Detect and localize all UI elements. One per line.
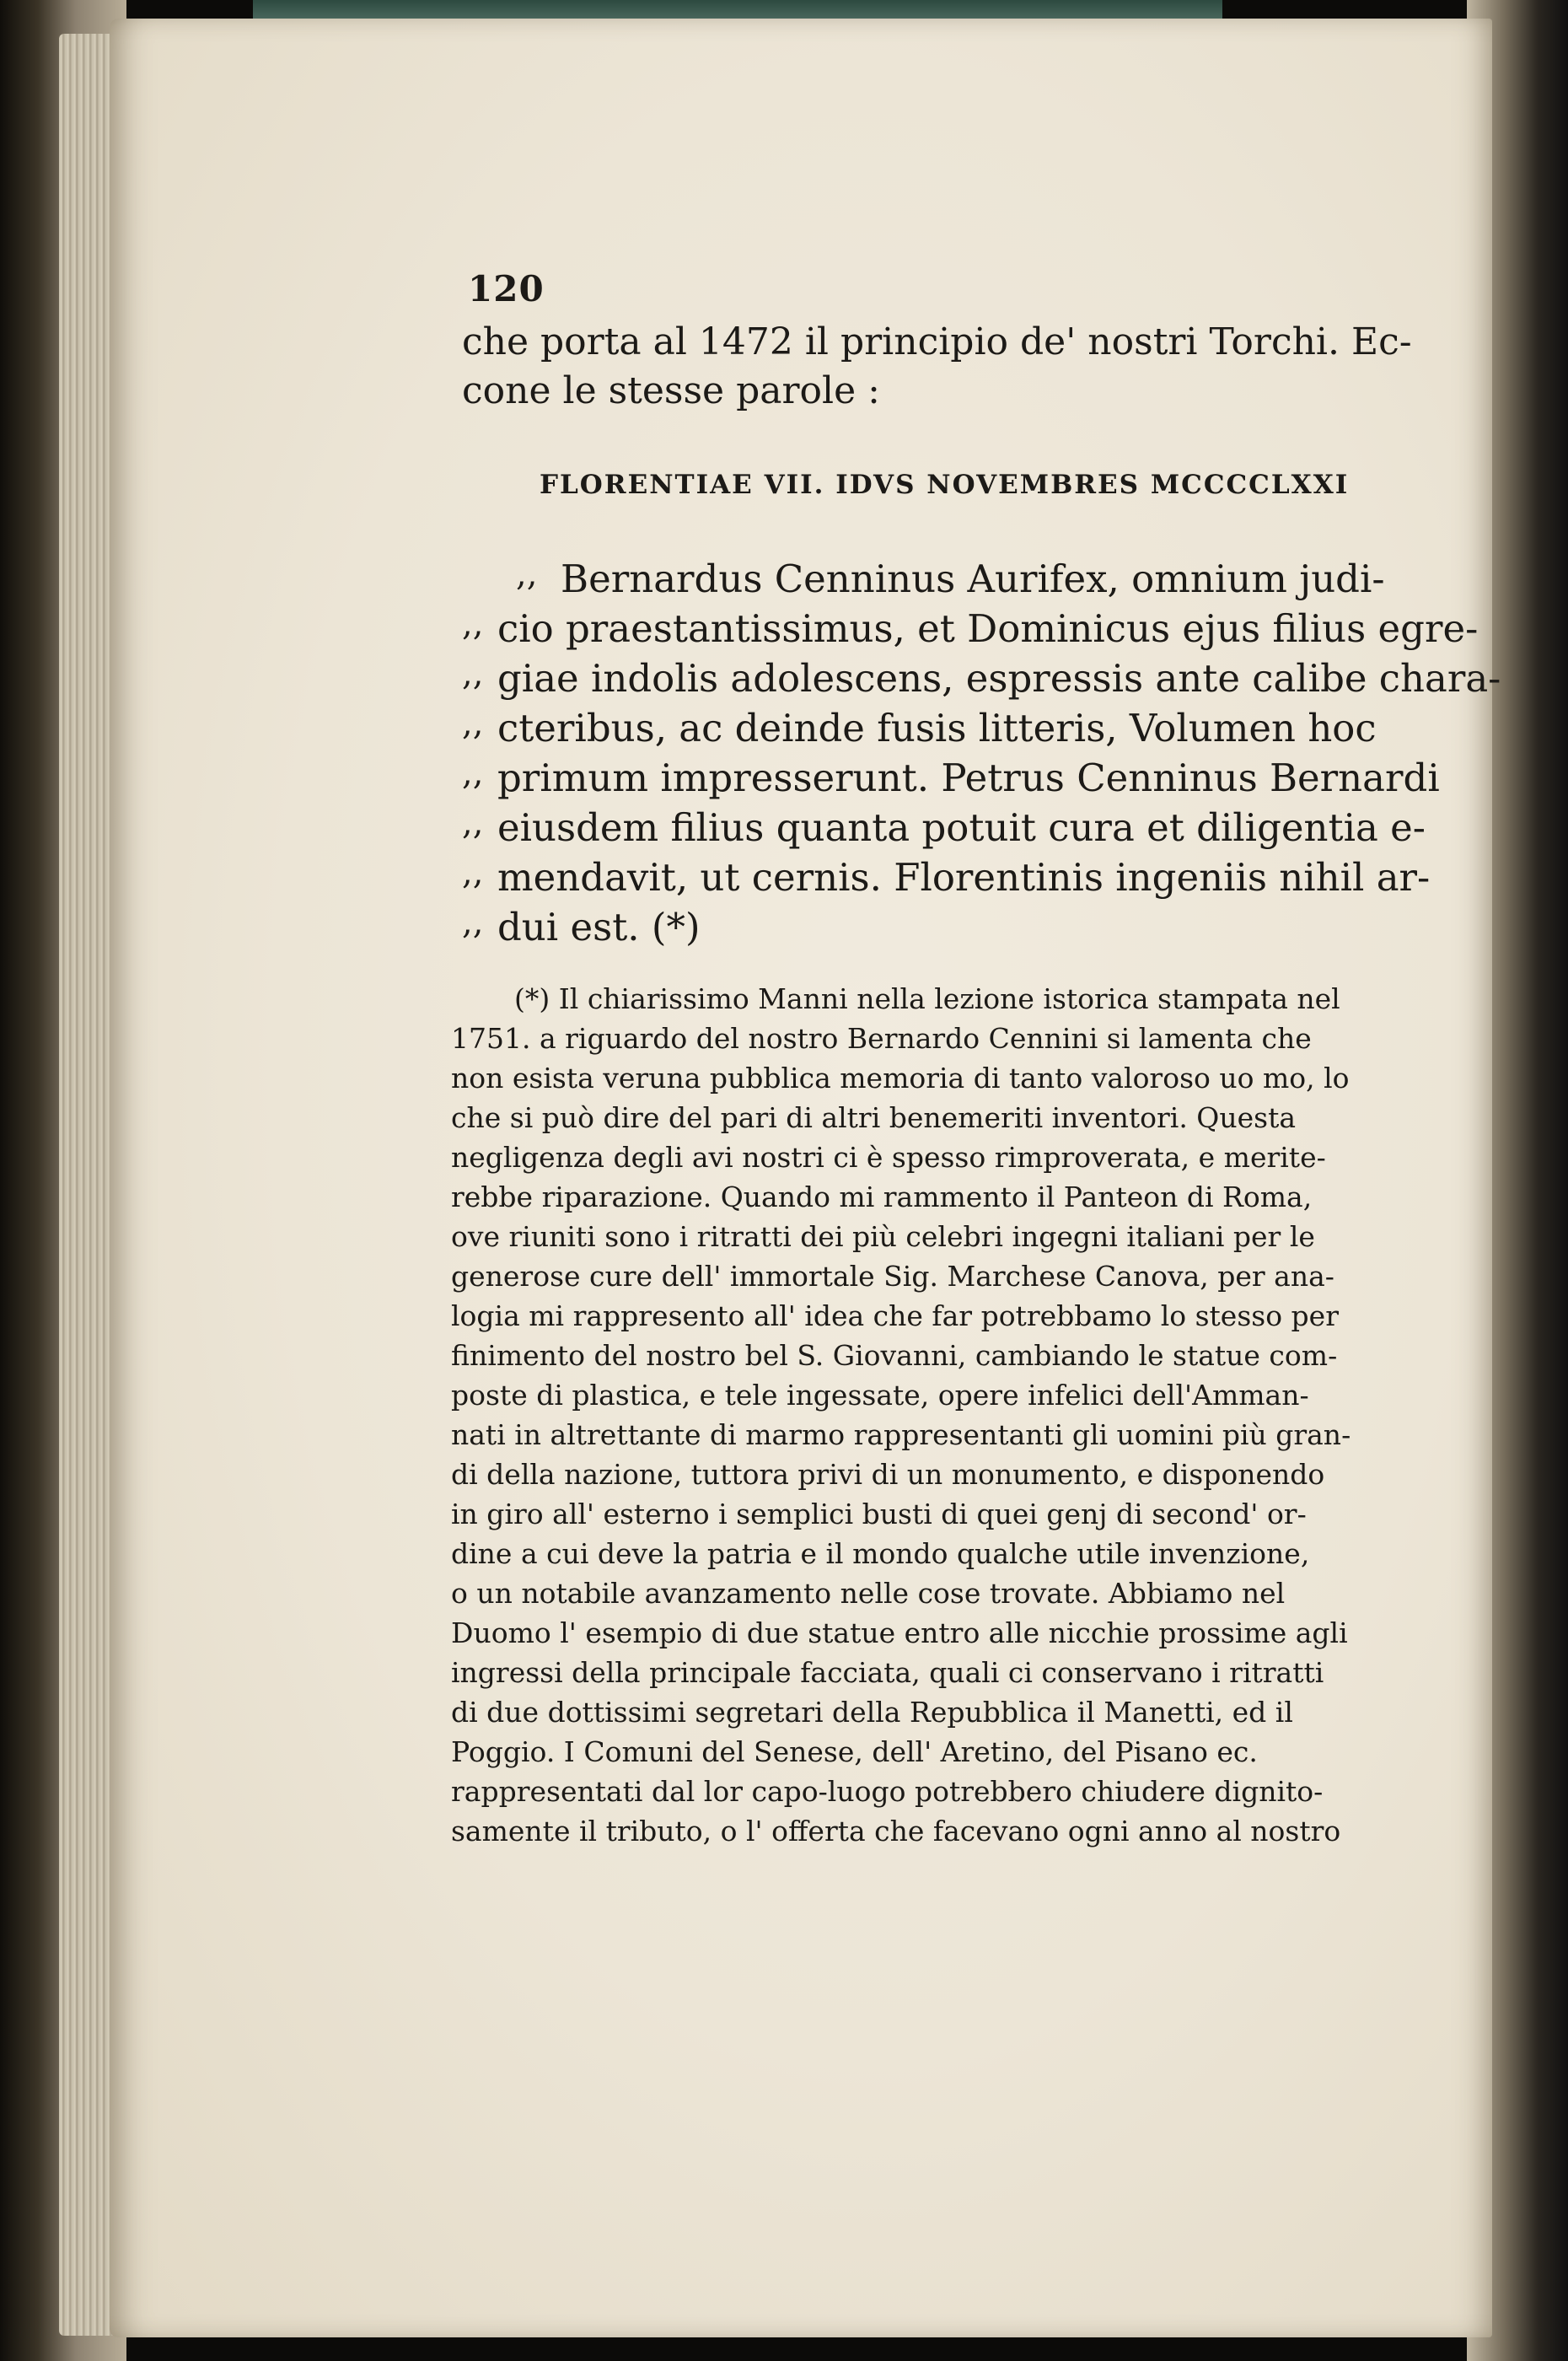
inscription-heading: FLORENTIAE VII. IDVS NOVEMBRES MCCCCLXXI — [540, 470, 1350, 500]
quote-line: Bernardus Cenninus Aurifex, omnium judi- — [561, 557, 1385, 601]
quote-mark: ,, — [462, 804, 484, 842]
footnote-line: poste di plastica, e tele ingessate, opere infelici dell'Amman- — [451, 1379, 1309, 1412]
book-page — [110, 19, 1492, 2337]
intro-line: cone le stesse parole : — [462, 369, 880, 412]
footnote-line: samente il tributo, o l' offerta che facevano ogni anno al nostro — [451, 1815, 1341, 1847]
quote-line: cteribus, ac deinde fusis litteris, Volumen hoc — [497, 706, 1377, 750]
footnote-line: Poggio. I Comuni del Senese, dell' Aretino, del Pisano ec. — [451, 1735, 1258, 1768]
quote-mark: ,, — [462, 704, 484, 743]
quote-mark: ,, — [516, 555, 538, 594]
quote-line: dui est. (*) — [497, 905, 701, 949]
quote-mark: ,, — [462, 654, 484, 693]
footnote-line: dine a cui deve la patria e il mondo qualche utile invenzione, — [451, 1537, 1310, 1570]
footnote-line: rappresentati dal lor capo-luogo potrebbero chiudere dignito- — [451, 1775, 1324, 1808]
footnote-line: ove riuniti sono i ritratti dei più celebri ingegni italiani per le — [451, 1220, 1315, 1253]
footnote-line: logia mi rappresento all' idea che far potrebbamo lo stesso per — [451, 1299, 1339, 1332]
footnote-line: di della nazione, tuttora privi di un monumento, e disponendo — [451, 1458, 1325, 1491]
footnote-line: ingressi della principale facciata, quali ci conservano i ritratti — [451, 1656, 1324, 1689]
footnote-line: non esista veruna pubblica memoria di tanto valoroso uo mo, lo — [451, 1062, 1350, 1094]
quote-line: eiusdem filius quanta potuit cura et diligentia e- — [497, 805, 1426, 850]
footnote-line: nati in altrettante di marmo rappresentanti gli uomini più gran- — [451, 1418, 1351, 1451]
quote-mark: ,, — [462, 754, 484, 793]
page-number: 120 — [468, 268, 545, 309]
footnote-line: di due dottissimi segretari della Repubblica il Manetti, ed il — [451, 1696, 1293, 1729]
quote-mark: ,, — [462, 605, 484, 643]
quote-mark: ,, — [462, 853, 484, 892]
footnote-line: in giro all' esterno i semplici busti di quei genj di second' or- — [451, 1498, 1307, 1530]
footnote-line: o un notabile avanzamento nelle cose trovate. Abbiamo nel — [451, 1577, 1286, 1610]
footnote-line: 1751. a riguardo del nostro Bernardo Cennini si lamenta che — [451, 1022, 1312, 1055]
quote-line: giae indolis adolescens, espressis ante calibe chara- — [497, 656, 1501, 701]
footnote-line: (*) Il chiarissimo Manni nella lezione istorica stampata nel — [514, 982, 1340, 1015]
footnote-line: finimento del nostro bel S. Giovanni, cambiando le statue com- — [451, 1339, 1338, 1372]
quote-mark: ,, — [462, 903, 484, 942]
quote-line: mendavit, ut cernis. Florentinis ingeniis nihil ar- — [497, 855, 1431, 900]
footnote-line: Duomo l' esempio di due statue entro alle nicchie prossime agli — [451, 1616, 1348, 1649]
intro-line: che porta al 1472 il principio de' nostri Torchi. Ec- — [462, 320, 1412, 363]
quote-line: primum impresserunt. Petrus Cenninus Bernardi — [497, 756, 1440, 800]
quote-line: cio praestantissimus, et Dominicus ejus filius egre- — [497, 606, 1479, 651]
footnote-line: rebbe riparazione. Quando mi rammento il Panteon di Roma, — [451, 1180, 1313, 1213]
footnote-line: generose cure dell' immortale Sig. Marchese Canova, per ana- — [451, 1260, 1334, 1293]
footnote-line: negligenza degli avi nostri ci è spesso rimproverata, e merite- — [451, 1141, 1326, 1174]
footnote-line: che si può dire del pari di altri benemeriti inventori. Questa — [451, 1101, 1297, 1134]
